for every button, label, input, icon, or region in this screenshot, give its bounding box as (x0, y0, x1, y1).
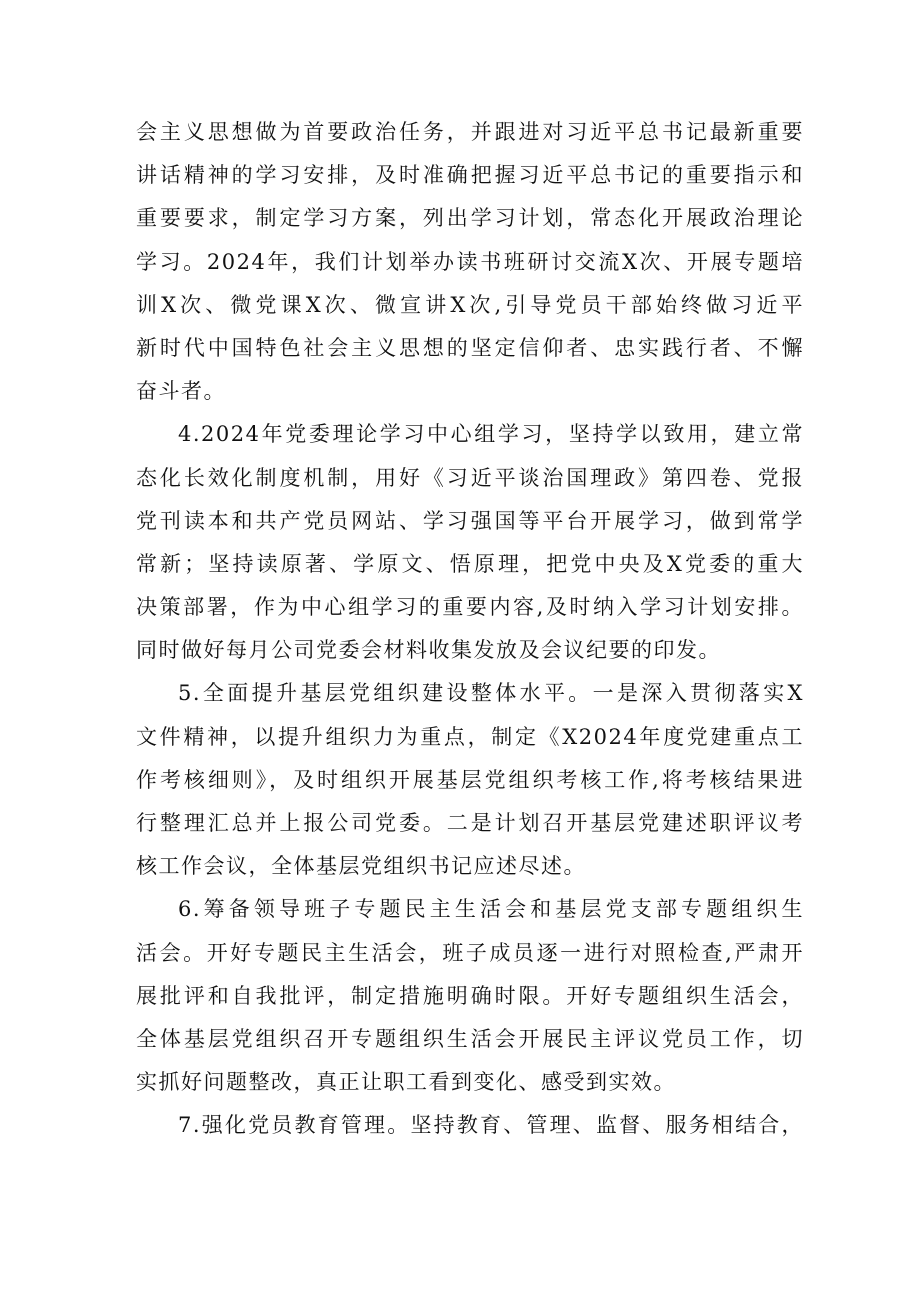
paragraph-item-5 (136, 672, 804, 888)
text-line: 同时做好每月公司党委会材料收集发放及会议纪要的印发。 (136, 638, 721, 663)
text-line: 作考核细则》，及时组织开展基层党组织考核工作,将考核结果进 (136, 767, 804, 792)
text-line: 会主义思想做为首要政治任务，并跟进对习近平总书记最新重要 (136, 120, 804, 144)
text-line: 奋斗者。 (136, 379, 226, 404)
text-line: 党刊读本和共产党员网站、学习强国等平台开展学习，做到常学 (136, 508, 804, 533)
text-line: 实抓好问题整改，真正让职工看到变化、感受到实效。 (136, 1070, 676, 1095)
text-line: 训X次、微党课X次、微宣讲X次,引导党员干部始终做习近平 (136, 292, 804, 317)
text-line: 重要要求，制定学习方案，列出学习计划，常态化开展政治理论 (136, 206, 804, 231)
text-line: 6.筹备领导班子专题民主生活会和基层党支部专题组织生 (178, 897, 804, 922)
text-line: 新时代中国特色社会主义思想的坚定信仰者、忠实践行者、不懈 (136, 335, 804, 360)
text-line: 学习。2024年，我们计划举办读书班研讨交流X次、开展专题培 (136, 249, 804, 274)
text-line: 行整理汇总并上报公司党委。二是计划召开基层党建述职评议考 (136, 811, 804, 835)
paragraph-item-6 (136, 888, 804, 1104)
text-line: 全体基层党组织召开专题组织生活会开展民主评议党员工作，切 (136, 1026, 804, 1051)
text-line: 决策部署，作为中心组学习的重要内容,及时纳入学习计划安排。 (136, 595, 804, 620)
text-line: 态化长效化制度机制，用好《习近平谈治国理政》第四卷、党报 (136, 465, 804, 490)
document-body (136, 111, 804, 1148)
text-line: 核工作会议，全体基层党组织书记应述尽述。 (136, 854, 586, 879)
text-line: 7.强化党员教育管理。坚持教育、管理、监督、服务相结合， (178, 1113, 804, 1138)
paragraph-item-7 (136, 1104, 804, 1147)
text-line: 4.2024年党委理论学习中心组学习，坚持学以致用，建立常 (178, 422, 804, 447)
paragraph-item-4 (136, 413, 804, 672)
text-line: 讲话精神的学习安排，及时准确把握习近平总书记的重要指示和 (136, 163, 804, 188)
text-line: 文件精神，以提升组织力为重点，制定《X2024年度党建重点工 (136, 724, 804, 749)
text-line: 展批评和自我批评，制定措施明确时限。开好专题组织生活会， (136, 983, 804, 1008)
paragraph-political-study (136, 111, 804, 413)
text-line: 活会。开好专题民主生活会，班子成员逐一进行对照检查,严肃开 (136, 940, 804, 965)
text-line: 5.全面提升基层党组织建设整体水平。一是深入贯彻落实X (178, 681, 804, 706)
text-line: 常新；坚持读原著、学原文、悟原理，把党中央及X党委的重大 (136, 551, 804, 576)
